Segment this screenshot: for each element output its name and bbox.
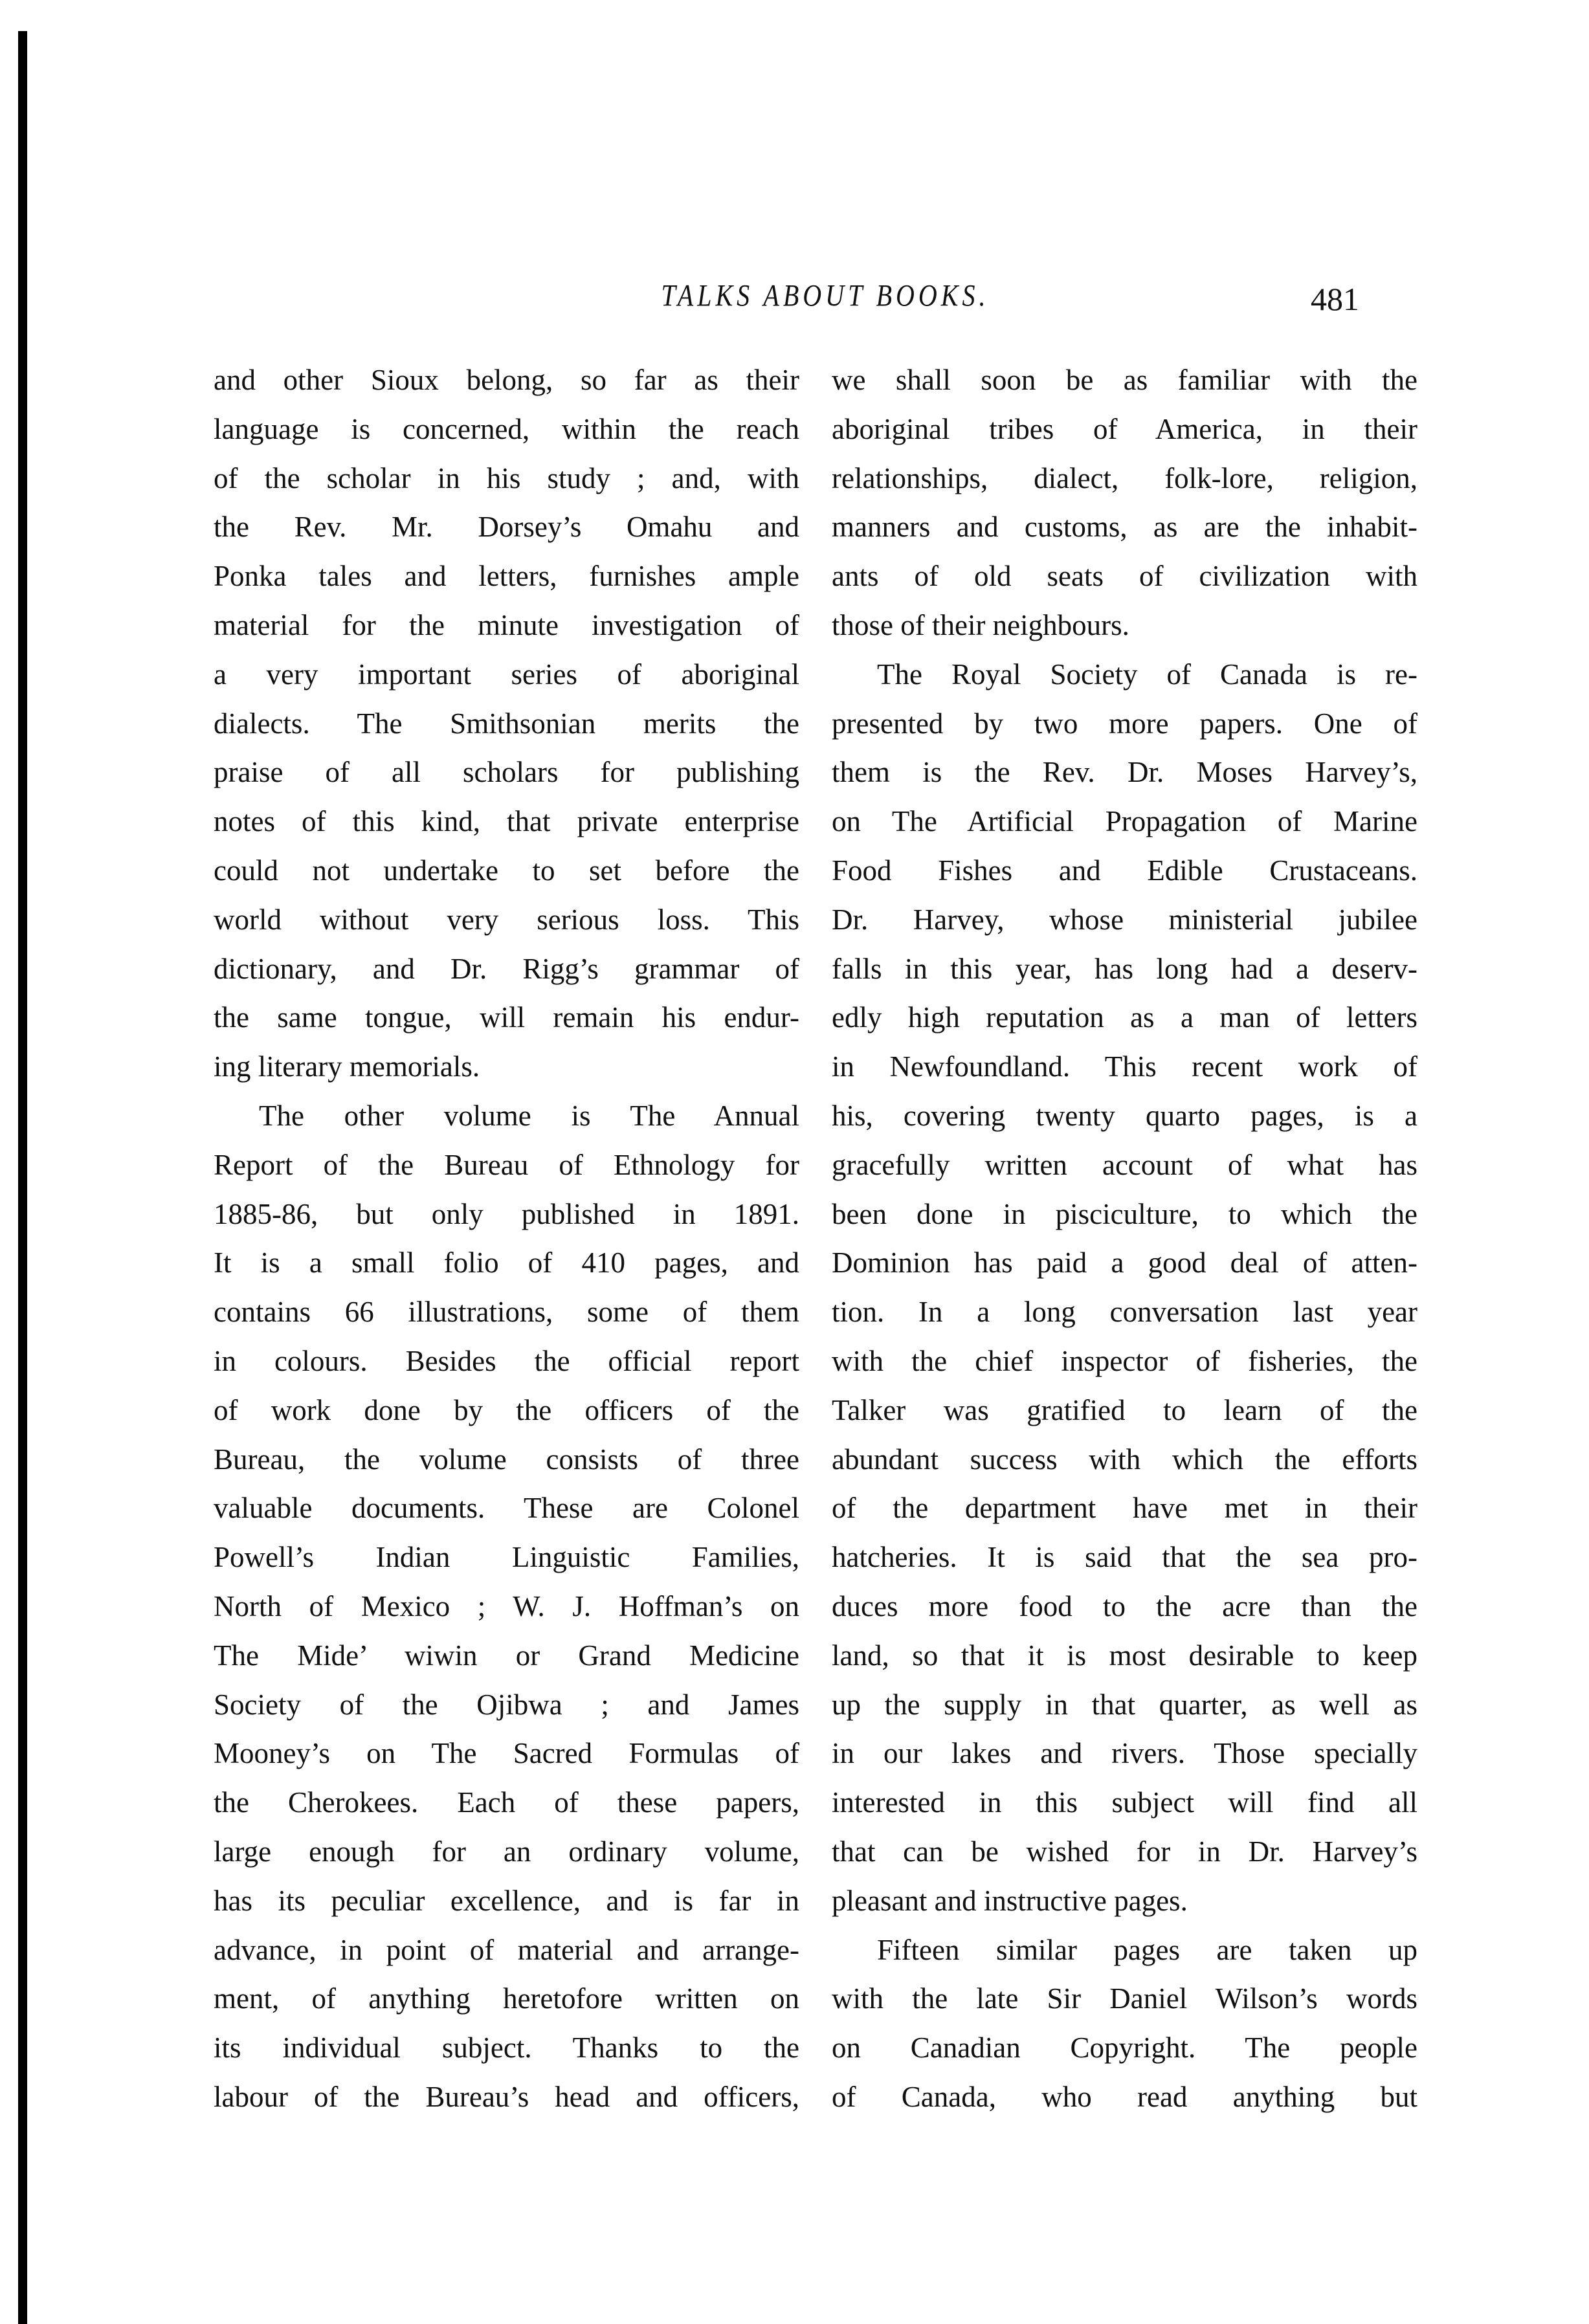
- text-line: the Cherokees. Each of these papers,: [214, 1786, 799, 1819]
- text-line: with the late Sir Daniel Wilson’s words: [832, 1982, 1417, 2015]
- text-line: land, so that it is most desirable to keep: [832, 1639, 1417, 1672]
- text-line: It is a small folio of 410 pages, and: [214, 1246, 799, 1279]
- text-line: in our lakes and rivers. Those specially: [832, 1737, 1417, 1770]
- text-line: Bureau, the volume consists of three: [214, 1443, 799, 1476]
- right-column: [832, 356, 1417, 2122]
- text-line: Ponka tales and letters, furnishes ample: [214, 560, 799, 593]
- text-line: those of their neighbours.: [832, 608, 1129, 641]
- text-line: Talker was gratified to learn of the: [832, 1393, 1417, 1426]
- text-line: The other volume is The Annual: [259, 1099, 799, 1132]
- text-line: Food Fishes and Edible Crustaceans.: [832, 854, 1417, 887]
- text-line: pleasant and instructive pages.: [832, 1884, 1188, 1917]
- text-line: valuable documents. These are Colonel: [214, 1492, 799, 1525]
- text-line: his, covering twenty quarto pages, is a: [832, 1099, 1417, 1132]
- running-head: [0, 275, 1589, 320]
- text-line: aboriginal tribes of America, in their: [832, 412, 1417, 445]
- text-line: the same tongue, will remain his endur-: [214, 1001, 799, 1034]
- text-line: them is the Rev. Dr. Moses Harvey’s,: [832, 756, 1417, 789]
- text-line: North of Mexico ; W. J. Hoffman’s on: [214, 1589, 799, 1622]
- text-line: in Newfoundland. This recent work of: [832, 1050, 1417, 1083]
- text-line: falls in this year, has long had a deserv-: [832, 952, 1417, 985]
- text-line: gracefully written account of what has: [832, 1148, 1417, 1181]
- text-line: The Royal Society of Canada is re-: [877, 658, 1417, 691]
- text-line: notes of this kind, that private enterprise: [214, 805, 799, 838]
- text-line: Mooney’s on The Sacred Formulas of: [214, 1737, 799, 1770]
- text-line: of the department have met in their: [832, 1492, 1417, 1525]
- text-line: Dr. Harvey, whose ministerial jubilee: [832, 903, 1417, 936]
- text-line: large enough for an ordinary volume,: [214, 1835, 799, 1868]
- text-line: has its peculiar excellence, and is far in: [214, 1884, 799, 1917]
- text-line: we shall soon be as familiar with the: [832, 364, 1417, 396]
- text-line: of Canada, who read anything but: [832, 2080, 1417, 2113]
- text-line: Fifteen similar pages are taken up: [877, 1933, 1417, 1966]
- text-line: hatcheries. It is said that the sea pro-: [832, 1541, 1417, 1574]
- text-line: a very important series of aboriginal: [214, 658, 799, 691]
- text-line: could not undertake to set before the: [214, 854, 799, 887]
- page-edge-bar: [18, 31, 27, 2324]
- running-title: TALKS ABOUT BOOKS.: [661, 278, 990, 313]
- text-line: presented by two more papers. One of: [832, 707, 1417, 740]
- text-line: been done in pisciculture, to which the: [832, 1197, 1417, 1230]
- text-line: tion. In a long conversation last year: [832, 1296, 1417, 1329]
- text-line: edly high reputation as a man of letters: [832, 1001, 1417, 1034]
- text-line: world without very serious loss. This: [214, 903, 799, 936]
- text-line: material for the minute investigation of: [214, 608, 799, 641]
- text-line: abundant success with which the efforts: [832, 1443, 1417, 1476]
- text-line: the Rev. Mr. Dorsey’s Omahu and: [214, 511, 799, 544]
- text-line: interested in this subject will find all: [832, 1786, 1417, 1819]
- text-line: and other Sioux belong, so far as their: [214, 364, 799, 396]
- text-line: Society of the Ojibwa ; and James: [214, 1688, 799, 1721]
- text-line: 1885-86, but only published in 1891.: [214, 1197, 799, 1230]
- text-line: The Mide’ wiwin or Grand Medicine: [214, 1639, 799, 1672]
- text-line: contains 66 illustrations, some of them: [214, 1296, 799, 1329]
- text-line: on The Artificial Propagation of Marine: [832, 805, 1417, 838]
- text-line: relationships, dialect, folk-lore, religion,: [832, 461, 1417, 494]
- text-line: manners and customs, as are the inhabit-: [832, 511, 1417, 544]
- text-line: dictionary, and Dr. Rigg’s grammar of: [214, 952, 799, 985]
- text-line: on Canadian Copyright. The people: [832, 2031, 1417, 2064]
- text-line: its individual subject. Thanks to the: [214, 2031, 799, 2064]
- text-line: labour of the Bureau’s head and officers,: [214, 2080, 799, 2113]
- text-line: dialects. The Smithsonian merits the: [214, 707, 799, 740]
- text-line: duces more food to the acre than the: [832, 1589, 1417, 1622]
- text-line: up the supply in that quarter, as well as: [832, 1688, 1417, 1721]
- text-line: ment, of anything heretofore written on: [214, 1982, 799, 2015]
- text-line: of the scholar in his study ; and, with: [214, 461, 799, 494]
- page-number: 481: [1311, 281, 1359, 317]
- text-line: that can be wished for in Dr. Harvey’s: [832, 1835, 1417, 1868]
- text-line: language is concerned, within the reach: [214, 412, 799, 445]
- text-line: praise of all scholars for publishing: [214, 756, 799, 789]
- text-line: Report of the Bureau of Ethnology for: [214, 1148, 799, 1181]
- text-line: Dominion has paid a good deal of atten-: [832, 1246, 1417, 1279]
- text-line: of work done by the officers of the: [214, 1393, 799, 1426]
- text-line: advance, in point of material and arrange-: [214, 1933, 799, 1966]
- text-line: with the chief inspector of fisheries, the: [832, 1344, 1417, 1377]
- text-line: in colours. Besides the official report: [214, 1344, 799, 1377]
- text-line: ing literary memorials.: [214, 1050, 480, 1083]
- left-column: [214, 356, 799, 2122]
- text-line: ants of old seats of civilization with: [832, 560, 1417, 593]
- text-line: Powell’s Indian Linguistic Families,: [214, 1541, 799, 1574]
